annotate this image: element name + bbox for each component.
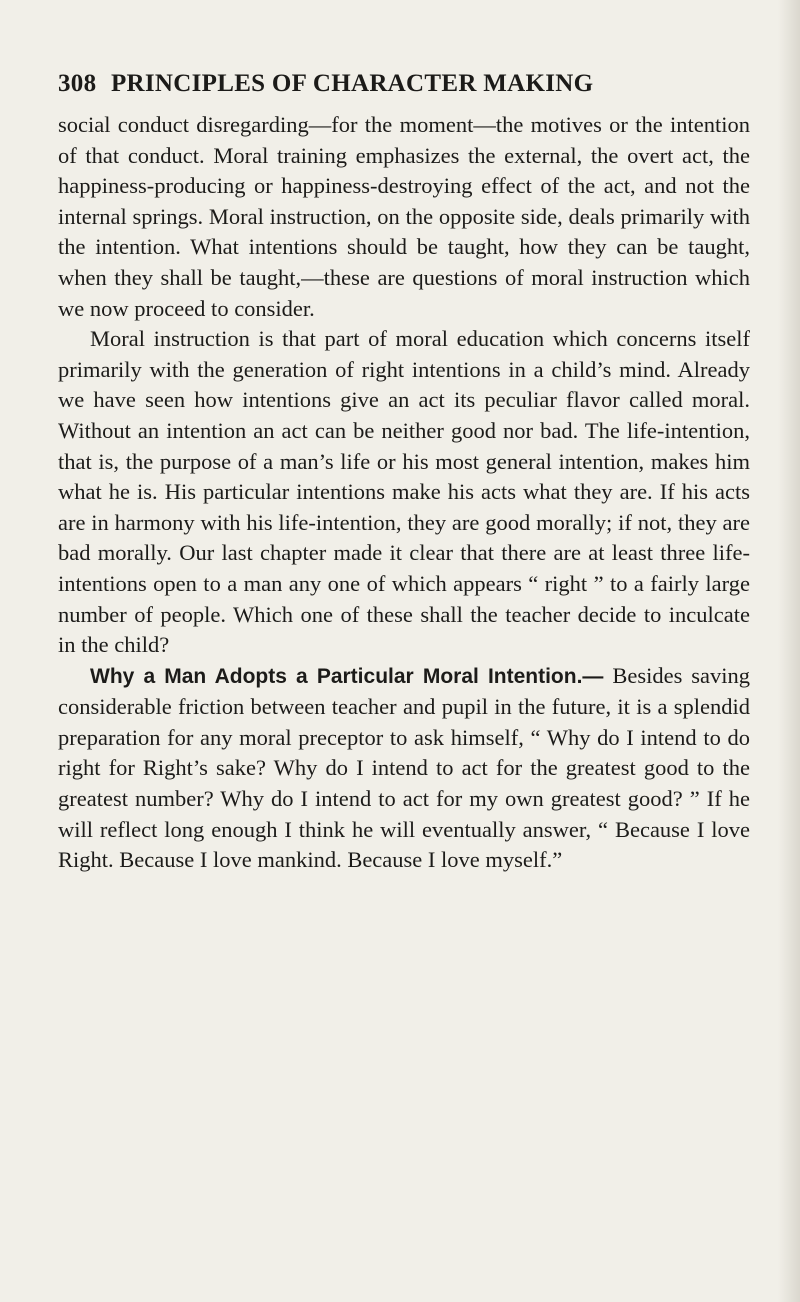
section-text: Besides saving considerable friction between teacher and pupil in the future, it is a splendid preparation for any moral preceptor to ask himself, “ Why do I intend to do right for Right’s sake? Why do I intend to act for the greatest good to the greatest number? Why do I intend to act for my own greatest good? ” If he will reflect long enough I think he will eventually answer, “ Because I love Right. Because I love mankind. Because I love myself.” [58, 662, 750, 873]
running-header [58, 70, 750, 98]
body-text [58, 110, 750, 876]
book-title: PRINCIPLES OF CHARACTER MAKING [110, 70, 594, 97]
section-heading: Why a Man Adopts a Particular Moral Intention.— [90, 664, 604, 688]
page-number: 308 [58, 70, 97, 97]
paragraph-why-a-man-adopts [58, 661, 750, 876]
paragraph-continued: social conduct disregarding—for the moment—the motives or the intention of that conduct. Moral training emphasizes the external, the overt act, the happiness-producing or happiness-destroying effect of the act, and not the internal springs. Moral instruction, on the opposite side, deals primarily with the intention. What intentions should be taught, how they can be taught, when they shall be taught,—these are questions of moral instruction which we now proceed to consider. [58, 112, 750, 321]
paragraph-moral-instruction: Moral instruction is that part of moral education which concerns itself primarily with the generation of right intentions in a child’s mind. Already we have seen how intentions give an act its peculiar flavor called moral. Without an intention an act can be neither good nor bad. The life-intention, that is, the purpose of a man’s life or his most general intention, makes him what he is. His particular intentions make his acts what they are. If his acts are in harmony with his life-intention, they are good morally; if not, they are bad morally. Our last chapter made it clear that there are at least three life-intentions open to a man any one of which appears “ right ” to a fairly large number of people. Which one of these shall the teacher decide to inculcate in the child? [58, 326, 750, 658]
